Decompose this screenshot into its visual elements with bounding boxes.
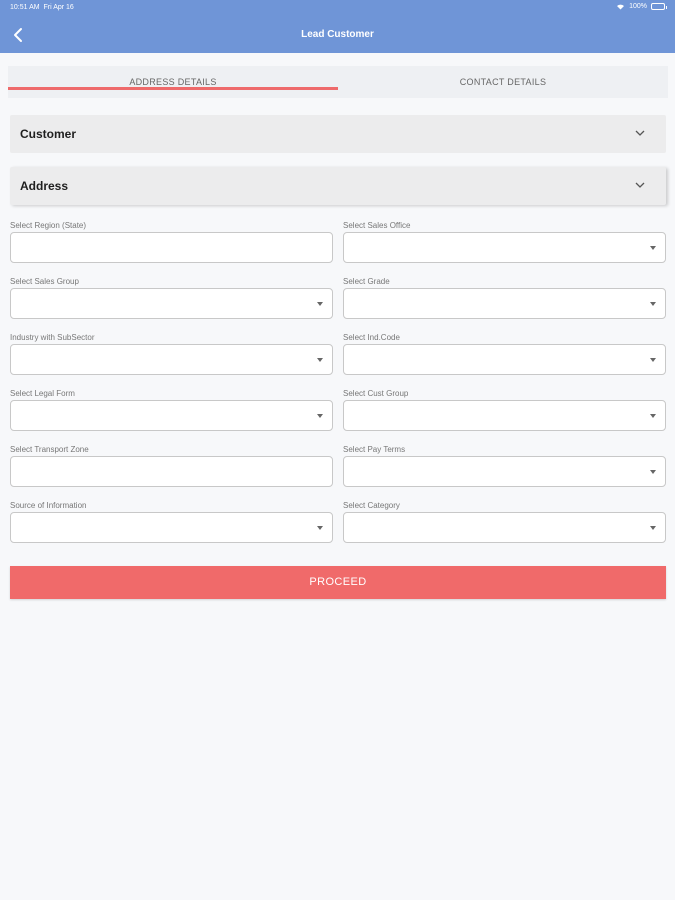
transport-zone-input[interactable]	[10, 456, 333, 487]
dropdown-caret-icon	[317, 302, 323, 306]
active-tab-indicator	[8, 87, 338, 90]
tab-bar	[8, 66, 668, 98]
sales-group-field	[10, 277, 333, 319]
dropdown-caret-icon	[650, 414, 656, 418]
tab-contact-details-label: CONTACT DETAILS	[459, 77, 547, 87]
tab-address-details[interactable]	[8, 66, 338, 98]
section-customer-label: Customer	[20, 127, 77, 141]
battery-icon	[651, 3, 665, 10]
battery-percent: 100%	[629, 3, 647, 10]
sales-office-select[interactable]	[343, 232, 666, 263]
tab-contact-details[interactable]	[338, 66, 668, 98]
grade-label: Select Grade	[343, 277, 390, 286]
dropdown-caret-icon	[650, 470, 656, 474]
dropdown-caret-icon	[650, 246, 656, 250]
proceed-button[interactable]: PROCEED	[10, 566, 666, 599]
sales-group-label: Select Sales Group	[10, 277, 79, 286]
grade-field	[343, 277, 666, 319]
section-address[interactable]	[10, 167, 666, 205]
wifi-icon	[616, 3, 625, 10]
transport-zone-label: Select Transport Zone	[10, 445, 89, 454]
dropdown-caret-icon	[650, 526, 656, 530]
source-label: Source of Information	[10, 501, 87, 510]
page-title: Lead Customer	[301, 29, 374, 40]
sales-group-select[interactable]	[10, 288, 333, 319]
industry-label: Industry with SubSector	[10, 333, 95, 342]
region-field	[10, 221, 333, 263]
transport-zone-field	[10, 445, 333, 487]
chevron-down-icon	[634, 128, 646, 138]
section-customer[interactable]	[10, 115, 666, 153]
industry-select[interactable]	[10, 344, 333, 375]
grade-select[interactable]	[343, 288, 666, 319]
cust-group-select[interactable]	[343, 400, 666, 431]
navigation-bar	[0, 18, 675, 53]
status-right	[616, 3, 665, 10]
region-input[interactable]	[10, 232, 333, 263]
industry-field	[10, 333, 333, 375]
legal-form-select[interactable]	[10, 400, 333, 431]
category-field	[343, 501, 666, 543]
pay-terms-select[interactable]	[343, 456, 666, 487]
status-time: 10:51 AM Fri Apr 16	[10, 4, 74, 11]
dropdown-caret-icon	[317, 526, 323, 530]
section-address-label: Address	[20, 179, 69, 193]
cust-group-field	[343, 389, 666, 431]
legal-form-field	[10, 389, 333, 431]
sales-office-label: Select Sales Office	[343, 221, 411, 230]
legal-form-label: Select Legal Form	[10, 389, 75, 398]
chevron-down-icon	[634, 180, 646, 190]
dropdown-caret-icon	[650, 358, 656, 362]
status-bar	[0, 0, 675, 18]
ind-code-label: Select Ind.Code	[343, 333, 400, 342]
source-select[interactable]	[10, 512, 333, 543]
pay-terms-label: Select Pay Terms	[343, 445, 406, 454]
cust-group-label: Select Cust Group	[343, 389, 409, 398]
sales-office-field	[343, 221, 666, 263]
dropdown-caret-icon	[317, 358, 323, 362]
category-label: Select Category	[343, 501, 400, 510]
source-field	[10, 501, 333, 543]
ind-code-field	[343, 333, 666, 375]
category-select[interactable]	[343, 512, 666, 543]
tab-address-details-label: ADDRESS DETAILS	[129, 77, 217, 87]
region-label: Select Region (State)	[10, 221, 87, 230]
ind-code-select[interactable]	[343, 344, 666, 375]
pay-terms-field	[343, 445, 666, 487]
dropdown-caret-icon	[317, 414, 323, 418]
dropdown-caret-icon	[650, 302, 656, 306]
